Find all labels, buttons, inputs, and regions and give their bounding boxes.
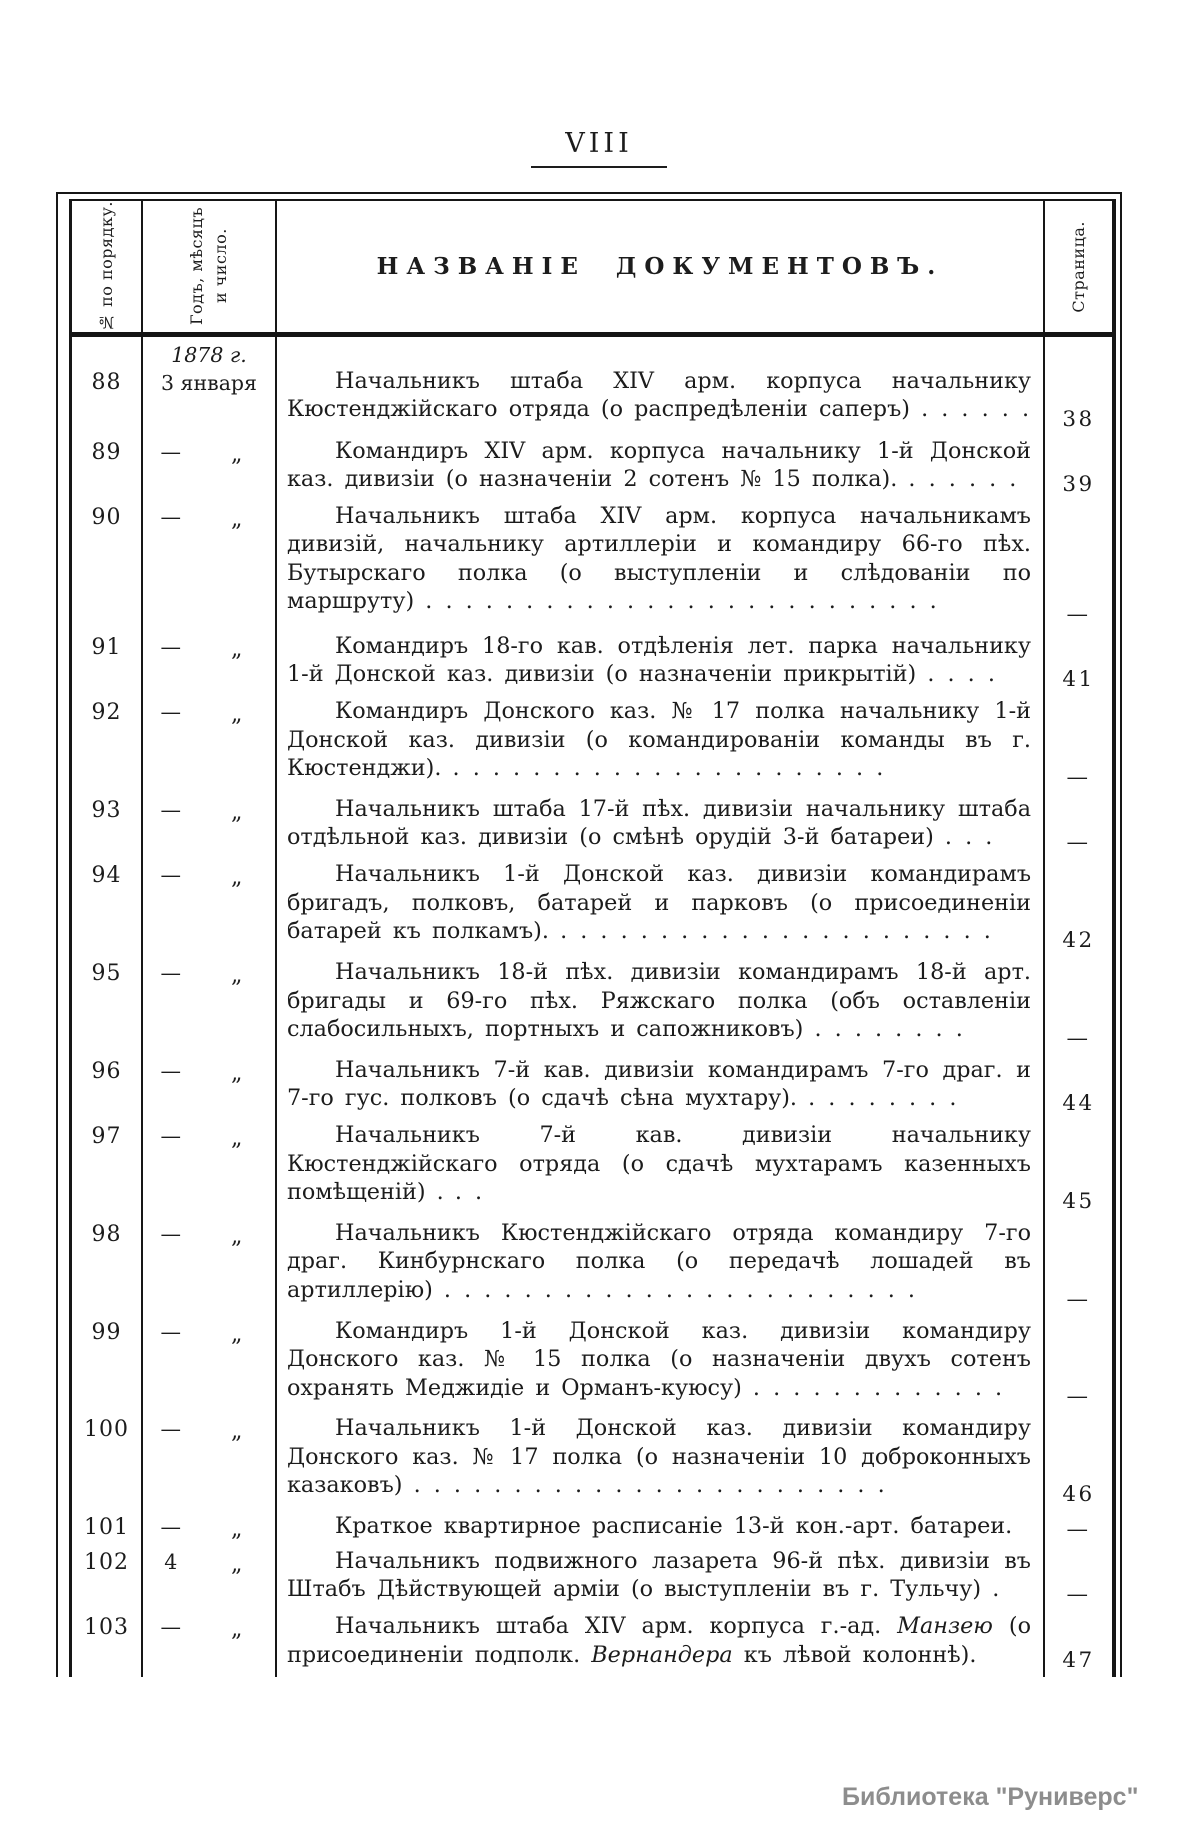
date-ditto-mark: „ bbox=[231, 1617, 243, 1643]
page-ref: 42 bbox=[1062, 928, 1095, 954]
page-number-label: VIII bbox=[565, 128, 633, 159]
column-header-date: Годъ, мѣсяцъ и число. bbox=[142, 201, 276, 334]
entry-text: Начальникъ штаба XIV арм. корпуса начальнику Кюстенджійскаго отряда (о распредѣленіи саперъ) bbox=[287, 367, 1031, 423]
document-entry bbox=[277, 1511, 1043, 1541]
date-cell bbox=[142, 1413, 276, 1511]
date-cell bbox=[142, 1611, 276, 1677]
page-ref: — bbox=[1066, 1582, 1091, 1608]
date-dash: — bbox=[160, 504, 181, 529]
date-ditto-mark: „ bbox=[231, 441, 243, 467]
dot-leader: . . . . . . . . . . . . . bbox=[752, 1374, 1004, 1401]
column-header-page: Страница. bbox=[1044, 201, 1112, 334]
row-number: 92 bbox=[91, 700, 122, 726]
document-entry bbox=[277, 631, 1043, 689]
entry-text: Командиръ 18-го кав. отдѣленія лет. парка начальнику 1-й Донской каз. дивизіи (о назначеніи прикрытій) bbox=[287, 632, 1031, 688]
entry-text: Командиръ Донского каз. № 17 полка начальнику 1-й Донской каз. дивизіи (о командированіи команды въ г. Кюстенджи). bbox=[287, 698, 1031, 782]
page-ref: — bbox=[1066, 764, 1091, 790]
dot-leader: . . . . bbox=[927, 661, 996, 688]
date-cell bbox=[142, 1546, 276, 1611]
date-dash: — bbox=[160, 634, 181, 659]
document-entry bbox=[277, 696, 1043, 783]
date-cell bbox=[142, 1218, 276, 1316]
date-ditto-group bbox=[143, 635, 275, 662]
date-ditto-group bbox=[143, 1615, 275, 1642]
date-cell bbox=[142, 696, 276, 794]
date-ditto-group bbox=[143, 700, 275, 727]
table-row bbox=[72, 1511, 1112, 1546]
document-entry bbox=[277, 1413, 1043, 1500]
table-row bbox=[72, 501, 1112, 631]
date-ditto-group bbox=[143, 961, 275, 988]
entry-text: Начальникъ подвижного лазарета 96-й пѣх. дивизіи въ Штабъ Дѣйствующей арміи (о выступленіи въ г. Тульчу) bbox=[287, 1547, 1031, 1603]
year-label: 1878 г. bbox=[171, 342, 247, 367]
page-ref: — bbox=[1066, 830, 1091, 856]
row-number: 102 bbox=[84, 1549, 129, 1575]
date-cell bbox=[142, 334, 276, 435]
library-watermark: Библиотека "Руниверс" bbox=[842, 1783, 1139, 1811]
date-ditto-mark: „ bbox=[231, 1223, 243, 1249]
date-ditto-mark: „ bbox=[231, 506, 243, 532]
page-ref: 45 bbox=[1062, 1188, 1095, 1214]
date-ditto-group bbox=[143, 440, 275, 467]
date-ditto-group bbox=[143, 1417, 275, 1444]
table-row bbox=[72, 1611, 1112, 1677]
date-ditto-mark: „ bbox=[231, 636, 243, 662]
date-cell bbox=[142, 1511, 276, 1546]
date-dash: — bbox=[160, 1417, 181, 1442]
date-dash: — bbox=[160, 797, 181, 822]
page-ref: — bbox=[1066, 601, 1091, 627]
date-ditto-mark: „ bbox=[231, 1126, 243, 1152]
date-cell bbox=[142, 1120, 276, 1218]
date-dash: — bbox=[160, 439, 181, 464]
dot-leader: . . . . . . . . bbox=[808, 1085, 958, 1112]
row-number: 97 bbox=[91, 1124, 122, 1150]
table-row bbox=[72, 1218, 1112, 1316]
date-dash: — bbox=[160, 700, 181, 725]
dot-leader: . . . . . . . . . . . . . . . . . . . . . . . . bbox=[413, 1472, 886, 1499]
entry-text: Начальникъ 1-й Донской каз. дивизіи командиру Донского каз. № 17 полка (о назначеніи 10 доброконныхъ казаковъ) bbox=[287, 1415, 1031, 1499]
date-dash: — bbox=[160, 1058, 181, 1083]
row-number: 91 bbox=[91, 634, 122, 660]
page-ref: — bbox=[1066, 1025, 1091, 1051]
date-dash: — bbox=[160, 1221, 181, 1246]
page-ref: 38 bbox=[1062, 406, 1095, 432]
document-entry bbox=[277, 337, 1043, 424]
entry-text: Командиръ 1-й Донской каз. дивизіи командиру Донского каз. № 15 полка (о назначеніи двухъ сотенъ охранять Меджидіе и Орманъ-куюсу) bbox=[287, 1317, 1031, 1401]
dot-leader: . . . . . . bbox=[921, 396, 1031, 423]
entry-text: Начальникъ штаба XIV арм. корпуса начальникамъ дивизій, начальнику артиллеріи и командиру 66-го пѣх. Бутырскаго полка (о выступленіи и слѣдованіи по маршруту) bbox=[287, 502, 1031, 615]
date-cell bbox=[142, 436, 276, 501]
date-dash: — bbox=[160, 863, 181, 888]
document-entry bbox=[277, 1611, 1043, 1669]
table-row bbox=[72, 1055, 1112, 1120]
date-cell bbox=[142, 631, 276, 696]
date-cell bbox=[142, 1055, 276, 1120]
date-ditto-group bbox=[143, 505, 275, 532]
document-entry bbox=[277, 1546, 1043, 1604]
date-dash: — bbox=[160, 961, 181, 986]
document-entry bbox=[277, 501, 1043, 616]
document-entry bbox=[277, 1316, 1043, 1403]
entry-text: Краткое квартирное расписаніе 13-й кон.-арт. батареи. bbox=[335, 1512, 1013, 1539]
dot-leader: . . . . . . . . . . . . . . . . . . . . . . bbox=[560, 918, 992, 945]
date-ditto-mark: „ bbox=[231, 799, 243, 825]
row-number: 89 bbox=[91, 439, 122, 465]
entry-text: Командиръ XIV арм. корпуса начальнику 1-й Донской каз. дивизіи (о назначеніи 2 сотенъ № 15 полка). bbox=[287, 437, 1031, 492]
row-number: 88 bbox=[91, 369, 122, 395]
table-row bbox=[72, 1316, 1112, 1414]
table-row bbox=[72, 859, 1112, 957]
document-index-table-frame bbox=[56, 192, 1122, 1677]
date-cell bbox=[142, 1316, 276, 1414]
date-ditto-mark: „ bbox=[231, 1419, 243, 1445]
dot-leader: . . . bbox=[944, 824, 994, 851]
table-row bbox=[72, 696, 1112, 794]
row-number: 90 bbox=[91, 504, 122, 530]
dot-leader: . bbox=[992, 1576, 1001, 1603]
document-entry bbox=[277, 859, 1043, 946]
document-entry bbox=[277, 1055, 1043, 1113]
entry-text: Начальникъ 7-й кав. дивизіи командирамъ 7-го драг. и 7-го гус. полковъ (о сдачѣ сѣна мухтару). bbox=[287, 1056, 1031, 1112]
dot-leader: . . . . . . . . . . . . . . . . . . . . . . . . bbox=[443, 1276, 917, 1303]
date-ditto-group bbox=[143, 1515, 275, 1542]
date-dash: — bbox=[160, 1124, 181, 1149]
row-number: 94 bbox=[91, 863, 122, 889]
date-ditto-group bbox=[143, 1124, 275, 1151]
date-ditto-mark: „ bbox=[231, 963, 243, 989]
column-header-order: № по порядку. bbox=[72, 201, 142, 334]
table-header-row bbox=[72, 201, 1112, 334]
date-dash: 4 bbox=[164, 1549, 178, 1574]
date-cell bbox=[142, 501, 276, 631]
dot-leader: . . bbox=[454, 1179, 484, 1206]
dot-leader: . . . . . . . . bbox=[814, 1016, 964, 1043]
row-number: 98 bbox=[91, 1221, 122, 1247]
page-ref: 39 bbox=[1062, 471, 1095, 497]
table-row bbox=[72, 334, 1112, 435]
date-ditto-group bbox=[143, 1059, 275, 1086]
table-row bbox=[72, 794, 1112, 859]
dot-leader: . . . . . . . . . . . . . . . . . . . . . . . . . . bbox=[425, 588, 938, 615]
date-ditto-mark: „ bbox=[231, 865, 243, 891]
row-number: 93 bbox=[91, 797, 122, 823]
table-row bbox=[72, 957, 1112, 1055]
document-entry bbox=[277, 1120, 1043, 1207]
date-ditto-mark: „ bbox=[231, 1551, 243, 1577]
date-cell bbox=[142, 957, 276, 1055]
entry-text: Начальникъ штаба XIV арм. корпуса г.-ад. Манзею (о присоединеніи подполк. Вернандера къ лѣвой колоннѣ). bbox=[287, 1613, 1031, 1668]
date-ditto-group bbox=[143, 1222, 275, 1249]
entry-text: Начальникъ 1-й Донской каз. дивизіи командирамъ бригадъ, полковъ, батарей и парковъ (о присоединеніи батарей къ полкамъ). bbox=[287, 861, 1031, 945]
date-dash: — bbox=[160, 1615, 181, 1640]
page-ref: — bbox=[1066, 1516, 1091, 1542]
date-dash: — bbox=[160, 1319, 181, 1344]
document-entry bbox=[277, 436, 1043, 494]
entry-text: Начальникъ 18-й пѣх. дивизіи командирамъ 18-й арт. бригады и 69-го пѣх. Ряжскаго полка (объ оставленіи слабосильныхъ, портныхъ и сапожниковъ) bbox=[287, 959, 1031, 1043]
page-ref: — bbox=[1066, 1286, 1091, 1312]
page-ref: 46 bbox=[1062, 1481, 1095, 1507]
dot-leader: . . . . . . bbox=[908, 466, 1018, 492]
document-entry bbox=[277, 1218, 1043, 1305]
table-row bbox=[72, 1413, 1112, 1511]
row-number: 100 bbox=[84, 1417, 129, 1443]
date-ditto-group bbox=[143, 863, 275, 890]
table-row bbox=[72, 1546, 1112, 1611]
page-number bbox=[531, 128, 667, 168]
document-entry bbox=[277, 794, 1043, 852]
date-ditto-group bbox=[143, 798, 275, 825]
entry-text: Начальникъ 7-й кав. дивизіи начальнику Кюстенджійскаго отряда (о сдачѣ мухтарамъ казенныхъ помѣщеній) . bbox=[287, 1122, 1031, 1206]
date-dash: — bbox=[160, 1514, 181, 1539]
document-entry bbox=[277, 957, 1043, 1044]
document-index-table bbox=[72, 201, 1112, 1677]
page-ref: 44 bbox=[1062, 1091, 1095, 1117]
date-ditto-group bbox=[143, 1550, 275, 1577]
date-text: 3 января bbox=[161, 371, 257, 396]
date-cell bbox=[142, 859, 276, 957]
date-ditto-mark: „ bbox=[231, 1321, 243, 1347]
row-number: 96 bbox=[91, 1058, 122, 1084]
row-number: 95 bbox=[91, 961, 122, 987]
row-number: 101 bbox=[84, 1514, 129, 1540]
date-cell bbox=[142, 794, 276, 859]
page-ref: — bbox=[1066, 1384, 1091, 1410]
column-header-title: НАЗВАНІЕ ДОКУМЕНТОВЪ. bbox=[276, 201, 1044, 334]
row-number: 99 bbox=[91, 1319, 122, 1345]
dot-leader: . . . . . . . . . . . . . . . . . . . . . . bbox=[452, 755, 885, 782]
page-ref: 41 bbox=[1062, 667, 1095, 693]
date-ditto-mark: „ bbox=[231, 702, 243, 728]
date-ditto-mark: „ bbox=[231, 1060, 243, 1086]
date-ditto-group bbox=[143, 1320, 275, 1347]
table-row bbox=[72, 631, 1112, 696]
page-ref: 47 bbox=[1062, 1648, 1095, 1673]
row-number: 103 bbox=[84, 1615, 129, 1641]
date-ditto-mark: „ bbox=[231, 1516, 243, 1542]
table-row bbox=[72, 1120, 1112, 1218]
entry-text: Начальникъ штаба 17-й пѣх. дивизіи начальнику штаба отдѣльной каз. дивизіи (о смѣнѣ орудій 3-й батареи) bbox=[287, 795, 1031, 851]
table-row bbox=[72, 436, 1112, 501]
entry-text: Начальникъ Кюстенджійскаго отряда командиру 7-го драг. Кинбурнскаго полка (о передачѣ лошадей въ артиллерію) bbox=[287, 1219, 1031, 1303]
